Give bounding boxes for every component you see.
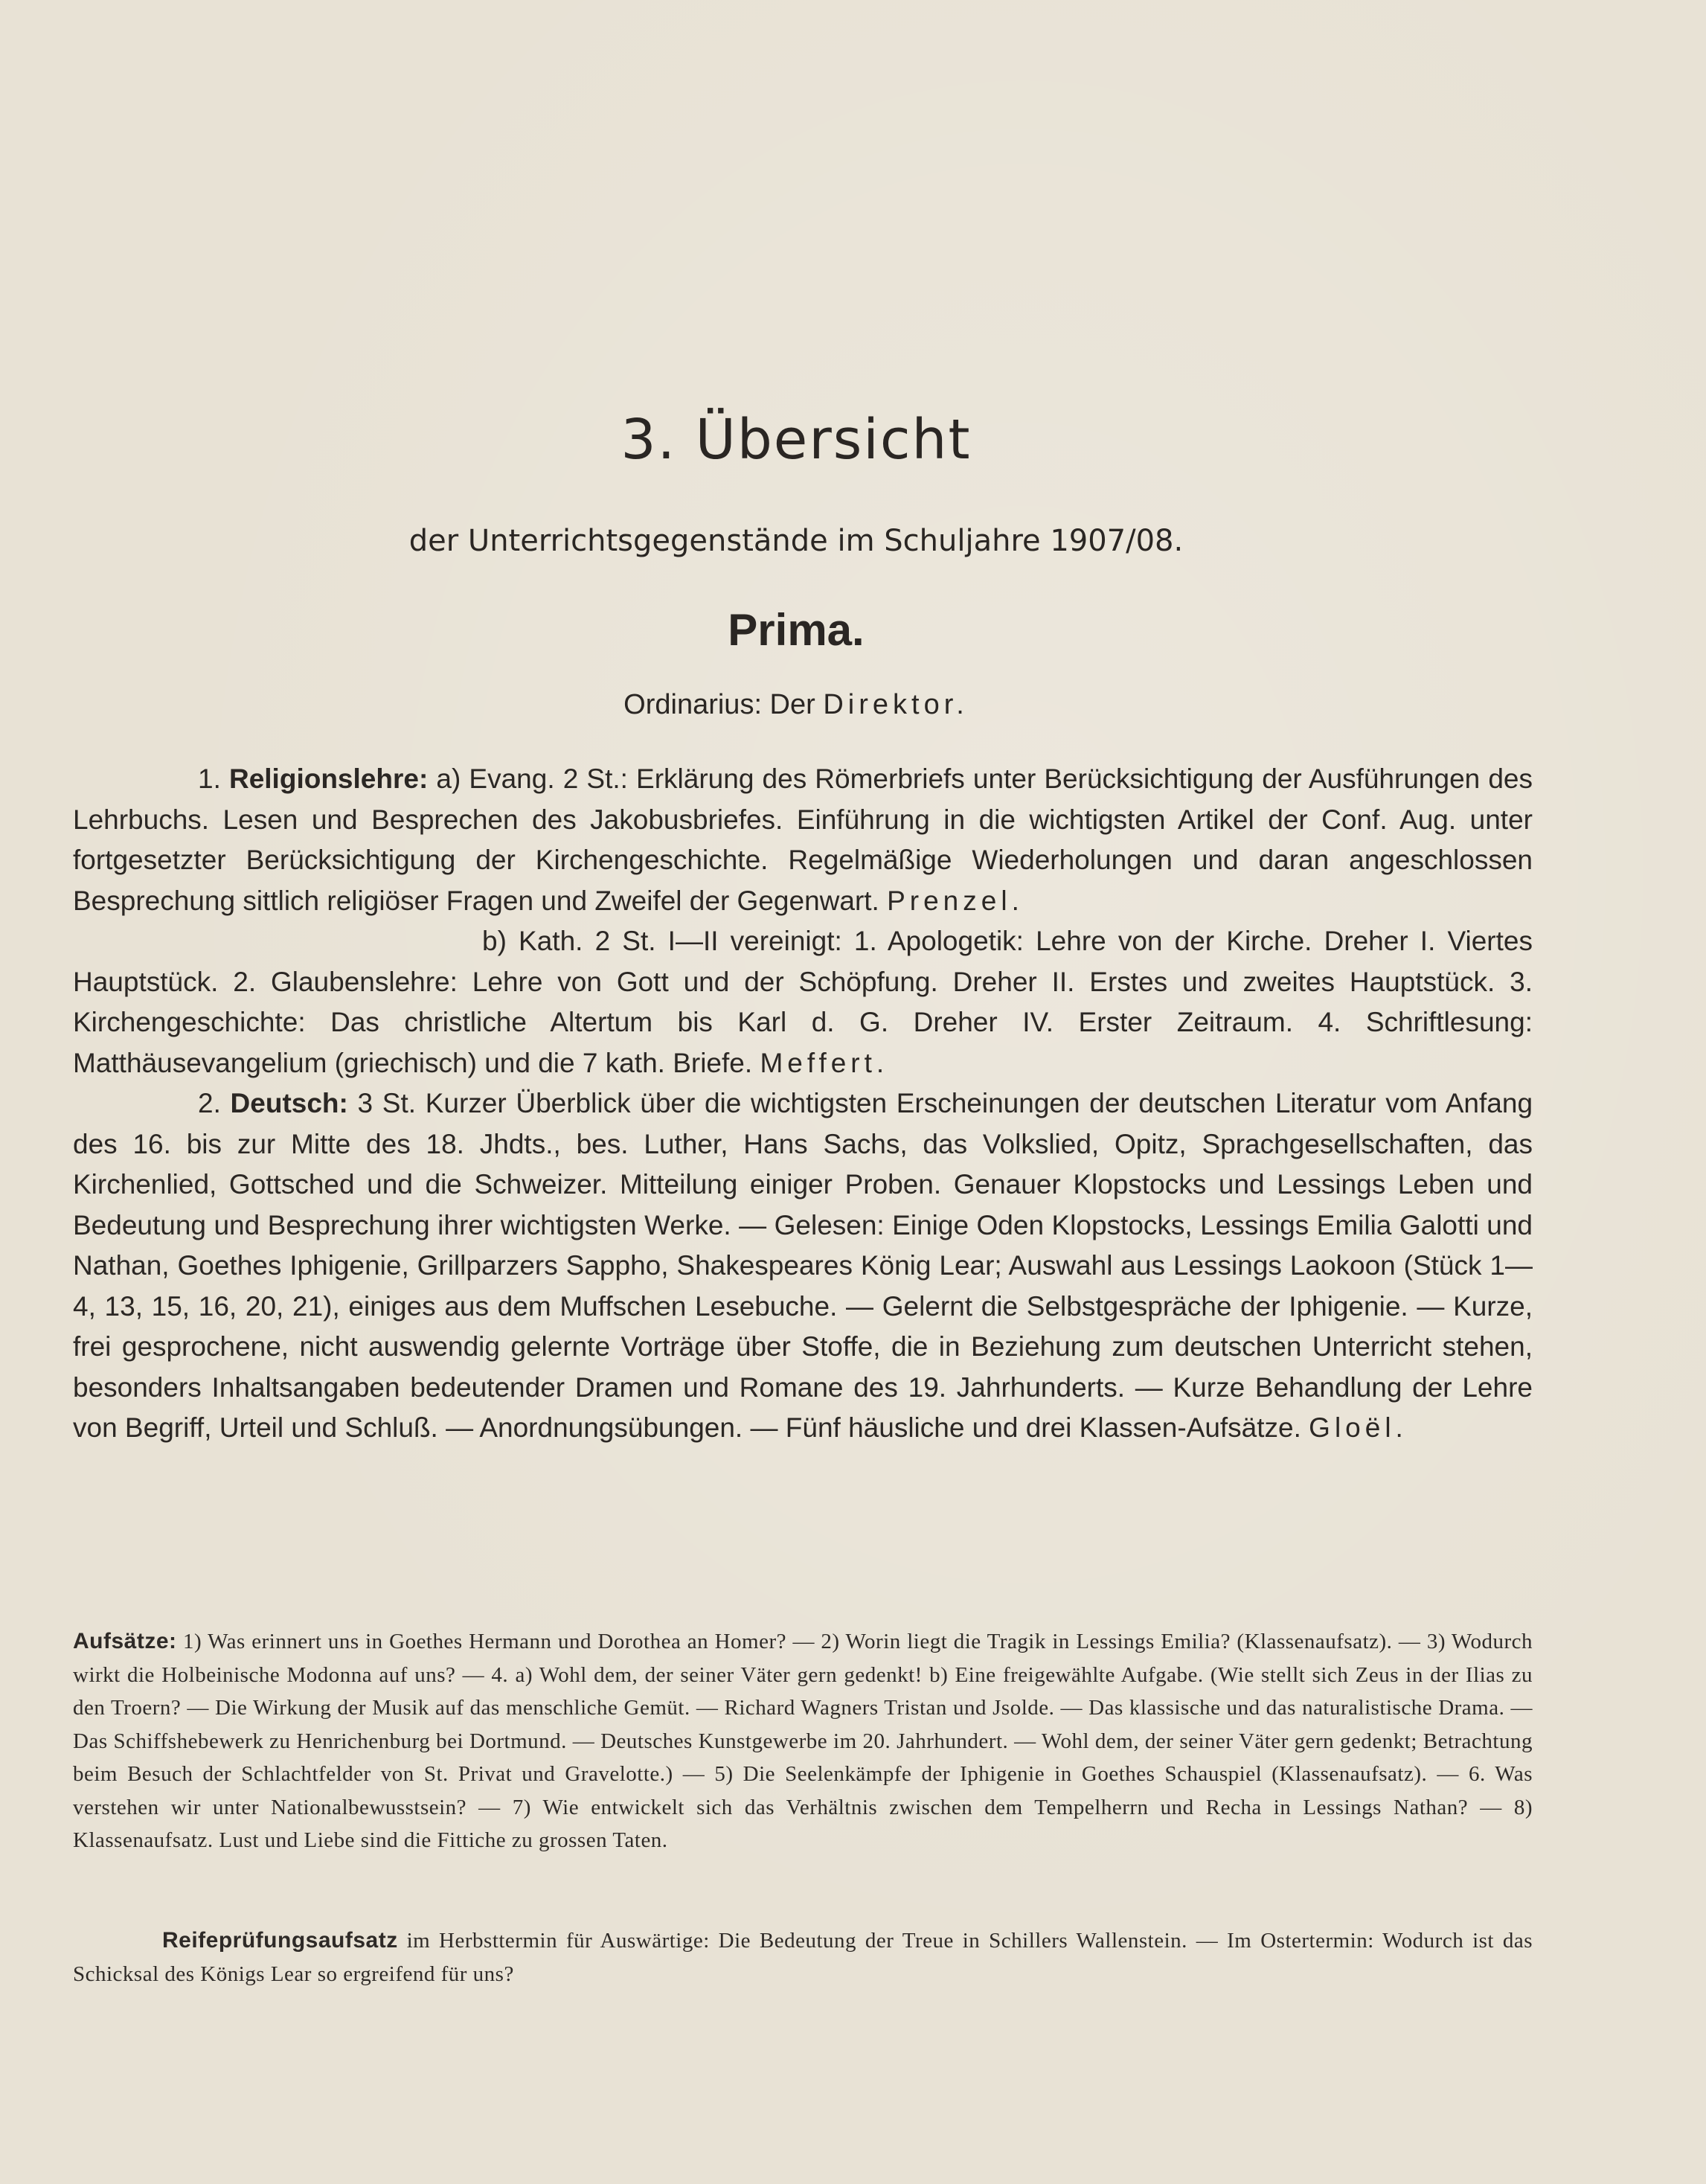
- reifepruefung-section: [73, 1924, 1533, 1991]
- deutsch-subject: Deutsch:: [230, 1088, 348, 1118]
- deutsch-number: 2.: [198, 1088, 221, 1118]
- aufsaetze-section: [73, 1625, 1533, 1857]
- religion-section-b: [73, 921, 1533, 1083]
- ordinarius-line: [0, 689, 1592, 721]
- aufsaetze-label: Aufsätze:: [73, 1629, 177, 1653]
- reifepruefung-label: Reifeprüfungsaufsatz: [162, 1928, 398, 1953]
- deutsch-teacher: Gloël.: [1309, 1412, 1408, 1443]
- religion-part-b: b) Kath. 2 St. I—II vereinigt: 1. Apologetik: Lehre von der Kirche. Dreher I. Viertes Hauptstück. 2. Glaubenslehre: Lehre von Gott und der Schöpfung. Dreher II. Erstes und zweites Hauptstück. 3. Kirchengeschichte: Das christliche Altertum bis Karl d. G. Dreher IV. Erster Zeitraum. 4. Schriftlesung: Matthäusevangelium (griechisch) und die 7 kath. Briefe.: [73, 926, 1533, 1078]
- class-heading: Prima.: [728, 605, 865, 655]
- reifepruefung-text: im Herbsttermin für Auswärtige: Die Bedeutung der Treue in Schillers Wallenstein. — Im Ostertermin: Wodurch ist das Schicksal des Königs Lear so ergreifend für uns?: [73, 1929, 1533, 1986]
- religion-part-a: a) Evang. 2 St.: Erklärung des Römerbriefs unter Berücksichtigung der Ausführungen des Lehrbuchs. Lesen und Besprechen des Jakobusbriefes. Einführung in die wichtigsten Artikel der Conf. Aug. unter fortgesetzter Berücksichtigung der Kirchengeschichte. Regelmäßige Wiederholungen und daran angeschlossen Besprechung sittlich religiöser Fragen und Zweifel der Gegenwart.: [73, 763, 1533, 916]
- ordinarius-name: Direktor.: [823, 689, 969, 720]
- page-title: 3. Übersicht: [620, 408, 972, 472]
- religion-subject: Religionslehre:: [228, 763, 429, 794]
- religion-teacher-a: Prenzel.: [887, 885, 1024, 916]
- deutsch-text: 3 St. Kurzer Überblick über die wichtigsten Erscheinungen der deutschen Literatur vom Anfang des 16. bis zur Mitte des 18. Jhdts., bes. Luther, Hans Sachs, das Volkslied, Opitz, Sprachgesellschaften, das Kirchenlied, Gottsched und die Schweizer. Mitteilung einiger Proben. Genauer Klopstocks und Lessings Leben und Bedeutung und Besprechung ihrer wichtigsten Werke. — Gelesen: Einige Oden Klopstocks, Lessings Emilia Galotti und Nathan, Goethes Iphigenie, Grillparzers Sappho, Shakespeares König Lear; Auswahl aus Lessings Laokoon (Stück 1—4, 13, 15, 16, 20, 21), einiges aus dem Muffschen Lesebuche. — Gelernt die Selbstgespräche der Iphigenie. — Kurze, frei gesprochene, nicht auswendig gelernte Vorträge über Stoffe, die in Beziehung zum deutschen Unterricht stehen, besonders Inhaltsangaben bedeutender Dramen und Romane des 19. Jahrhunderts. — Kurze Behandlung der Lehre von Begriff, Urteil und Schluß. — Anordnungsübungen. — Fünf häusliche und drei Klassen-Aufsätze.: [73, 1088, 1533, 1443]
- deutsch-section: [73, 1083, 1533, 1449]
- religion-section-a: [73, 759, 1533, 921]
- religion-teacher-b: Meffert.: [760, 1047, 889, 1078]
- ordinarius-label: Ordinarius: Der: [623, 689, 815, 720]
- aufsaetze-text: 1) Was erinnert uns in Goethes Hermann und Dorothea an Homer? — 2) Worin liegt die Tragik in Lessings Emilia? (Klassenaufsatz). — 3) Wodurch wirkt die Holbeinische Modonna auf uns? — 4. a) Wohl dem, der seiner Väter gern gedenkt! b) Eine freigewählte Aufgabe. (Wie stellt sich Zeus in der Ilias zu den Troern? — Die Wirkung der Musik auf das menschliche Gemüt. — Richard Wagners Tristan und Jsolde. — Das klassische und das naturalistische Drama. — Das Schiffshebewerk zu Henrichenburg bei Dortmund. — Deutsches Kunstgewerbe im 20. Jahrhundert. — Wohl dem, der seiner Väter gern gedenkt; Betrachtung beim Besuch der Schlachtfelder von St. Privat und Gravelotte.) — 5) Die Seelenkämpfe der Iphigenie in Goethes Schauspiel (Klassenaufsatz). — 6. Was verstehen wir unter Nationalbewusstsein? — 7) Wie entwickelt sich das Verhältnis zwischen dem Tempelherrn und Recha in Lessings Nathan? — 8) Klassenaufsatz. Lust und Liebe sind die Fittiche zu grossen Taten.: [73, 1630, 1533, 1852]
- religion-number: 1.: [198, 763, 221, 794]
- subject-sections: [73, 759, 1533, 1449]
- page-subtitle: der Unterrichtsgegenstände im Schuljahre 1907/08.: [408, 524, 1184, 558]
